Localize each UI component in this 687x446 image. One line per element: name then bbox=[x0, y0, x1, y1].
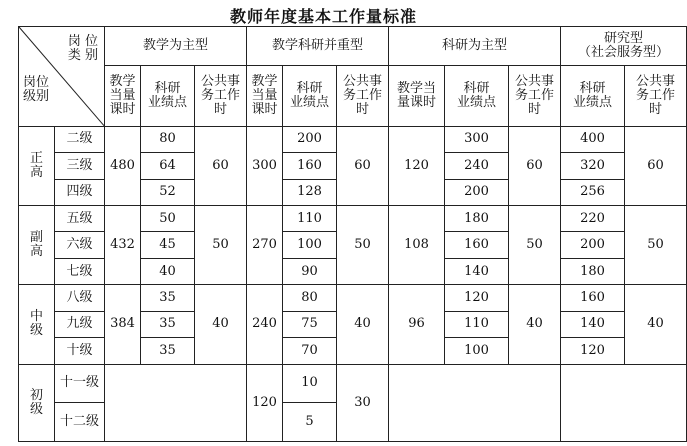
research-empty bbox=[389, 364, 561, 441]
study-research: 160 bbox=[561, 285, 625, 311]
research-service: 40 bbox=[509, 285, 561, 364]
both-hours: 120 bbox=[247, 364, 283, 441]
both-research: 10 bbox=[283, 364, 337, 403]
study-research: 220 bbox=[561, 205, 625, 231]
study-research: 400 bbox=[561, 126, 625, 152]
level-label: 五级 bbox=[55, 205, 105, 231]
workload-table bbox=[18, 26, 687, 442]
teach-hours: 432 bbox=[105, 205, 141, 284]
research-hours: 96 bbox=[389, 285, 445, 364]
group-label: 初 级 bbox=[19, 364, 55, 441]
level-label: 九级 bbox=[55, 311, 105, 337]
research-research: 100 bbox=[445, 338, 509, 364]
level-label: 三级 bbox=[55, 153, 105, 179]
sub-teaching-hours: 教学 当量 课时 bbox=[105, 65, 141, 126]
teach-service: 60 bbox=[195, 126, 247, 205]
both-service: 50 bbox=[337, 205, 389, 284]
teach-hours: 384 bbox=[105, 285, 141, 364]
study-research: 180 bbox=[561, 258, 625, 284]
research-hours: 108 bbox=[389, 205, 445, 284]
level-label: 十二级 bbox=[55, 403, 105, 442]
research-research: 180 bbox=[445, 205, 509, 231]
both-service: 40 bbox=[337, 285, 389, 364]
category-study: 研究型 （社会服务型） bbox=[561, 27, 687, 66]
table-title: 教师年度基本工作量标准 bbox=[229, 7, 417, 26]
teach-research: 40 bbox=[141, 258, 195, 284]
both-research: 200 bbox=[283, 126, 337, 152]
category-teaching-research: 教学科研并重型 bbox=[247, 27, 389, 66]
research-hours: 120 bbox=[389, 126, 445, 205]
group-label: 正 高 bbox=[19, 126, 55, 205]
study-research: 200 bbox=[561, 232, 625, 258]
category-research: 科研为主型 bbox=[389, 27, 561, 66]
sub-research-points: 科研 业绩点 bbox=[283, 65, 337, 126]
teach-research: 45 bbox=[141, 232, 195, 258]
both-research: 128 bbox=[283, 179, 337, 205]
research-research: 120 bbox=[445, 285, 509, 311]
teach-research: 35 bbox=[141, 338, 195, 364]
teach-research: 35 bbox=[141, 311, 195, 337]
both-hours: 300 bbox=[247, 126, 283, 205]
both-research: 80 bbox=[283, 285, 337, 311]
level-label: 十级 bbox=[55, 338, 105, 364]
sub-public-service: 公共事 务工作 时 bbox=[337, 65, 389, 126]
study-research: 256 bbox=[561, 179, 625, 205]
level-label: 七级 bbox=[55, 258, 105, 284]
sub-research-points: 科研 业绩点 bbox=[141, 65, 195, 126]
study-empty bbox=[561, 364, 687, 441]
teach-empty bbox=[105, 364, 247, 441]
level-label: 六级 bbox=[55, 232, 105, 258]
research-research: 140 bbox=[445, 258, 509, 284]
research-research: 160 bbox=[445, 232, 509, 258]
both-research: 110 bbox=[283, 205, 337, 231]
both-research: 70 bbox=[283, 338, 337, 364]
level-label: 二级 bbox=[55, 126, 105, 152]
level-label: 八级 bbox=[55, 285, 105, 311]
both-research: 75 bbox=[283, 311, 337, 337]
corner-label-level: 岗位 级别 bbox=[23, 74, 50, 104]
research-service: 50 bbox=[509, 205, 561, 284]
level-label: 十一级 bbox=[55, 364, 105, 403]
corner-label-category: 岗 位 类 别 bbox=[67, 34, 98, 63]
teach-research: 80 bbox=[141, 126, 195, 152]
sub-teaching-hours: 教学 当量 课时 bbox=[247, 65, 283, 126]
both-research: 160 bbox=[283, 153, 337, 179]
study-service: 60 bbox=[625, 126, 687, 205]
both-research: 100 bbox=[283, 232, 337, 258]
both-service: 60 bbox=[337, 126, 389, 205]
study-research: 320 bbox=[561, 153, 625, 179]
group-label: 中 级 bbox=[19, 285, 55, 364]
sub-public-service: 公共事 务工作 时 bbox=[625, 65, 687, 126]
both-service: 30 bbox=[337, 364, 389, 441]
research-research: 300 bbox=[445, 126, 509, 152]
both-hours: 240 bbox=[247, 285, 283, 364]
sub-teaching-hours: 教学当 量课时 bbox=[389, 65, 445, 126]
study-service: 50 bbox=[625, 205, 687, 284]
study-service: 40 bbox=[625, 285, 687, 364]
header-corner bbox=[19, 27, 105, 127]
teach-research: 35 bbox=[141, 285, 195, 311]
study-research: 140 bbox=[561, 311, 625, 337]
both-research: 90 bbox=[283, 258, 337, 284]
sub-public-service: 公共事 务工作 时 bbox=[509, 65, 561, 126]
teach-service: 40 bbox=[195, 285, 247, 364]
research-research: 110 bbox=[445, 311, 509, 337]
teach-research: 64 bbox=[141, 153, 195, 179]
research-research: 200 bbox=[445, 179, 509, 205]
teach-service: 50 bbox=[195, 205, 247, 284]
study-research: 120 bbox=[561, 338, 625, 364]
sub-research-points: 科研 业绩点 bbox=[561, 65, 625, 126]
both-hours: 270 bbox=[247, 205, 283, 284]
category-teaching: 教学为主型 bbox=[105, 27, 247, 66]
level-label: 四级 bbox=[55, 179, 105, 205]
sub-public-service: 公共事 务工作 时 bbox=[195, 65, 247, 126]
both-research: 5 bbox=[283, 403, 337, 442]
teach-research: 50 bbox=[141, 205, 195, 231]
research-service: 60 bbox=[509, 126, 561, 205]
teach-hours: 480 bbox=[105, 126, 141, 205]
sub-research-points: 科研 业绩点 bbox=[445, 65, 509, 126]
teach-research: 52 bbox=[141, 179, 195, 205]
research-research: 240 bbox=[445, 153, 509, 179]
group-label: 副 高 bbox=[19, 205, 55, 284]
